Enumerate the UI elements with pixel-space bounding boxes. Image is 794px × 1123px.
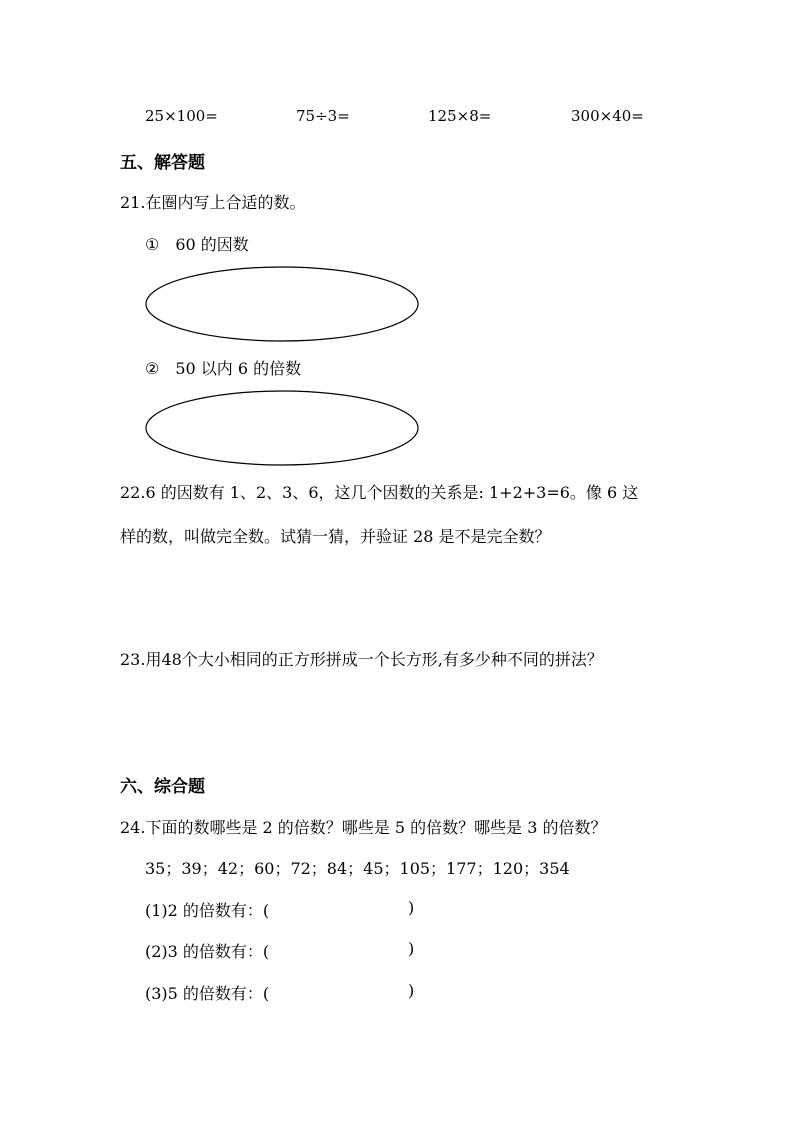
q21-item-2-marker: ② (145, 359, 160, 378)
calc-item-4: 300×40= (571, 107, 644, 125)
answer-row-2 (145, 939, 269, 962)
section-6-title: 六、综合题 (120, 777, 205, 797)
answer-row-1-prefix: (1)2 的倍数有：( (145, 901, 270, 920)
q21-item-1-label: 60 的因数 (175, 235, 249, 254)
answer-oval-factors[interactable] (143, 263, 421, 345)
q21-item-2 (145, 356, 301, 379)
answer-oval-multiples[interactable] (143, 387, 421, 469)
q21-item-2-label: 50 以内 6 的倍数 (175, 359, 302, 378)
calc-item-2: 75÷3= (296, 107, 350, 125)
q21-item-1 (145, 232, 249, 255)
calc-item-1: 25×100= (145, 107, 218, 125)
question-23: 23.用48个大小相同的正方形拼成一个长方形,有多少种不同的拼法？ (120, 650, 603, 669)
calc-item-3: 125×8= (428, 107, 492, 125)
question-22-line-2: 样的数，叫做完全数。试猜一猜，并验证 28 是不是完全数？ (120, 527, 551, 546)
answer-row-2-close: ) (408, 939, 415, 958)
answer-row-3-prefix: (3)5 的倍数有：( (145, 984, 270, 1003)
answer-row-1 (145, 898, 269, 921)
answer-row-3 (145, 981, 269, 1004)
question-21: 21.在圈内写上合适的数。 (120, 193, 306, 212)
answer-row-3-close: ) (408, 981, 415, 1000)
number-list: 35；39；42；60；72；84；45；105；177；120；354 (145, 859, 570, 878)
section-5-title: 五、解答题 (120, 153, 205, 173)
question-24: 24.下面的数哪些是 2 的倍数？哪些是 5 的倍数？哪些是 3 的倍数？ (120, 818, 607, 837)
question-22-line-1: 22.6 的因数有 1、2、3、6，这几个因数的关系是: 1+2+3=6。像 6 这 (120, 483, 639, 502)
q21-item-1-marker: ① (145, 235, 160, 254)
answer-row-1-close: ) (408, 898, 415, 917)
answer-row-2-prefix: (2)3 的倍数有：( (145, 942, 270, 961)
